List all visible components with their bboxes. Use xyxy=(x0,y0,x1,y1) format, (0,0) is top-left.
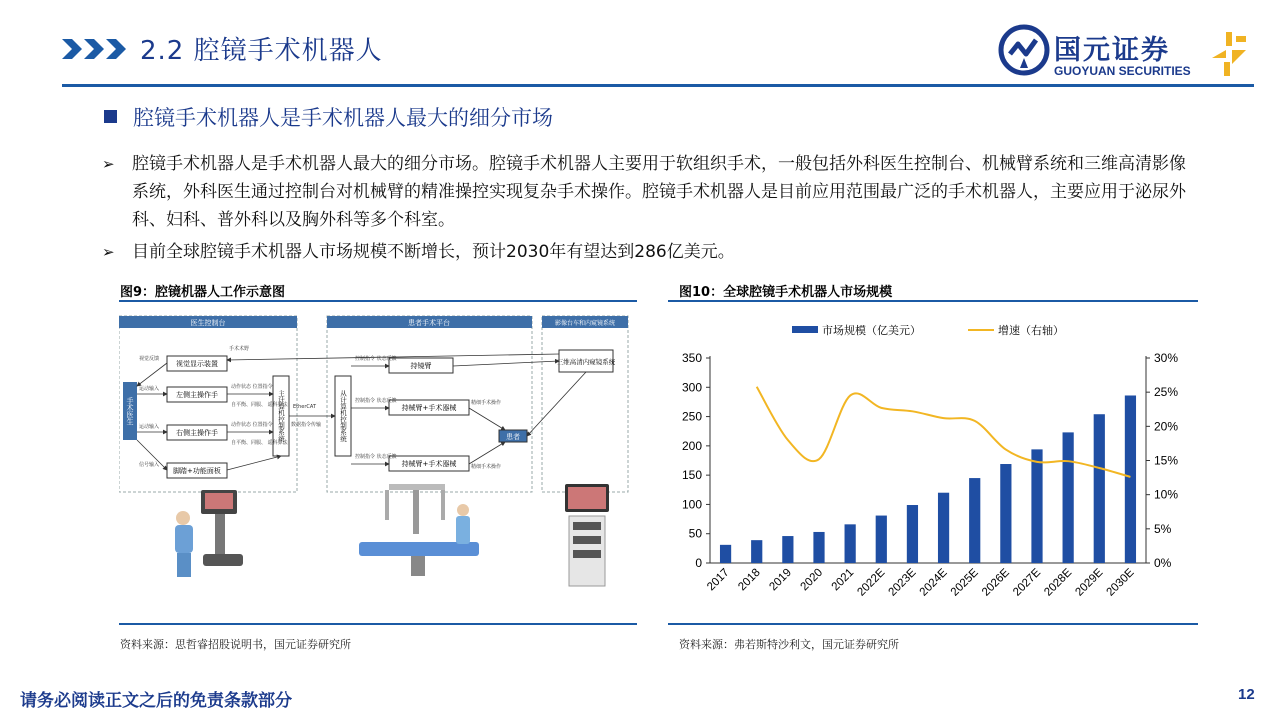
header-rule xyxy=(62,84,1254,87)
figure10-bottom-rule xyxy=(668,623,1198,625)
bar xyxy=(813,532,824,563)
bar xyxy=(876,516,887,563)
footer-disclaimer: 请务必阅读正文之后的免责条款部分 xyxy=(20,691,292,711)
label-ctrl-1: 控制指令 状态反馈 xyxy=(355,356,397,362)
label-ctrl-3: 控制指令 状态反馈 xyxy=(355,454,397,460)
page-title: 2.2 腔镜手术机器人 xyxy=(140,36,383,66)
bar xyxy=(1063,432,1074,563)
robot-workflow-diagram xyxy=(119,304,637,606)
growth-line xyxy=(757,387,1131,477)
imaging-cart-illustration xyxy=(565,484,609,586)
logo-chinese-name: 国元证券 xyxy=(1054,35,1170,66)
slave-computer-label: 从计算机控制系统 xyxy=(339,390,347,442)
gold-star-icon xyxy=(1212,32,1252,76)
connector-pedal-main xyxy=(227,456,281,470)
bar xyxy=(1094,414,1105,563)
surgeon-console-illustration xyxy=(175,490,243,577)
y-left-tick-label: 350 xyxy=(681,351,702,365)
x-tick-label: 2027E xyxy=(1011,566,1044,599)
y-left-tick-label: 150 xyxy=(681,468,702,483)
main-computer-label: 主计算机控制系统 xyxy=(277,390,285,442)
x-tick-label: 2026E xyxy=(979,566,1012,599)
page-header xyxy=(0,0,1280,92)
panel-label-imaging: 影像台车和内窥镜系统 xyxy=(554,320,616,327)
arrow-bullet-icon: ➢ xyxy=(102,155,115,173)
logo-english-name: GUOYUAN SECURITIES xyxy=(1054,64,1191,78)
label-visual-feedback: 视觉反馈 xyxy=(139,356,160,362)
x-tick-label: 2024E xyxy=(917,566,950,599)
label-state-2: 自平衡、同服、 遥科算法 xyxy=(231,402,288,408)
section-heading-text: 腔镜手术机器人是手术机器人最大的细分市场 xyxy=(133,106,553,130)
doctor-label: 手术医生 xyxy=(126,397,134,425)
x-tick-label: 2030E xyxy=(1104,566,1137,599)
label-state-3: 动作状态 位置指令 xyxy=(231,422,273,428)
chevron-arrows-icon xyxy=(62,36,130,62)
bar xyxy=(751,540,762,563)
guoyuan-logo-icon xyxy=(998,24,1050,76)
label-data-cmd: 数据指令传输 xyxy=(291,422,322,428)
bar xyxy=(782,536,793,563)
patient-cart-illustration xyxy=(359,484,479,576)
y-right-tick-label: 25% xyxy=(1154,385,1179,400)
patient-label: 患者 xyxy=(506,433,520,441)
bullet-list xyxy=(100,150,1190,270)
imaging-label: 三维高清内窥镜系统 xyxy=(556,358,616,366)
label-ethercat: EtherCAT xyxy=(293,404,316,410)
square-bullet-icon xyxy=(104,110,117,123)
y-right-tick-label: 20% xyxy=(1154,419,1179,434)
label-state-1: 动作状态 位置指令 xyxy=(231,384,273,390)
label-precise-2: 精细手术操作 xyxy=(471,464,502,470)
x-tick-label: 2020 xyxy=(798,566,826,594)
x-tick-label: 2021 xyxy=(829,566,857,594)
connector-imaging-patient xyxy=(527,372,586,436)
y-right-tick-label: 15% xyxy=(1154,453,1179,468)
label-motion-input2: 运动输入 xyxy=(139,424,160,430)
console-right-label: 右侧主操作手 xyxy=(176,429,218,437)
figure9-source: 资料来源：思哲睿招股说明书，国元证券研究所 xyxy=(120,638,351,651)
connector-arm2-patient xyxy=(469,442,505,464)
x-tick-label: 2022E xyxy=(855,566,888,599)
label-motion-input: 运动输入 xyxy=(139,386,160,392)
page-number: 12 xyxy=(1238,686,1255,703)
y-left-tick-label: 250 xyxy=(681,409,702,424)
x-tick-label: 2029E xyxy=(1073,566,1106,599)
x-tick-label: 2025E xyxy=(948,566,981,599)
bar xyxy=(845,524,856,563)
legend-bar-label: 市场规模（亿美元） xyxy=(822,325,921,337)
console-left-label: 左侧主操作手 xyxy=(176,391,218,399)
connector-visual xyxy=(137,363,167,386)
connector-scope-imaging xyxy=(453,361,559,366)
bar xyxy=(938,493,949,563)
connector-arm1-patient xyxy=(469,408,505,430)
bar xyxy=(1125,395,1136,563)
x-tick-label: 2023E xyxy=(886,566,919,599)
y-right-tick-label: 0% xyxy=(1154,556,1172,570)
legend-line-label: 增速（右轴） xyxy=(998,325,1064,337)
figure10-source: 资料来源：弗若斯特沙利文，国元证券研究所 xyxy=(679,638,899,651)
arm-scope-label: 持镜臂 xyxy=(410,362,432,370)
x-tick-label: 2019 xyxy=(767,566,794,594)
y-left-tick-label: 50 xyxy=(688,526,702,541)
y-left-tick-label: 0 xyxy=(695,556,702,570)
figure9-bottom-rule xyxy=(119,623,637,625)
console-pedal-label: 脚踏+功能面板 xyxy=(173,467,221,475)
figure10-top-rule xyxy=(668,300,1198,302)
figure9-title: 图9：腔镜机器人工作示意图 xyxy=(120,285,286,300)
label-precise-1: 精细手术操作 xyxy=(471,400,502,406)
x-tick-label: 2018 xyxy=(736,566,763,594)
y-right-tick-label: 30% xyxy=(1154,351,1179,365)
bar xyxy=(969,478,980,563)
arrow-bullet-icon: ➢ xyxy=(102,243,115,261)
x-tick-label: 2017 xyxy=(705,566,732,594)
label-signal-input: 信号输入 xyxy=(139,462,160,468)
y-left-tick-label: 300 xyxy=(681,380,702,395)
y-right-tick-label: 10% xyxy=(1154,487,1179,502)
company-logo xyxy=(998,24,1256,80)
y-right-tick-label: 5% xyxy=(1154,521,1172,536)
figure9-top-rule xyxy=(119,300,637,302)
bullet-text: 目前全球腔镜手术机器人市场规模不断增长，预计2030年有望达到286亿美元。 xyxy=(132,242,735,262)
label-ctrl-2: 控制指令 状态反馈 xyxy=(355,398,397,404)
figure10-title: 图10：全球腔镜手术机器人市场规模 xyxy=(679,285,893,300)
arm-instrument2-label: 持械臂+手术器械 xyxy=(401,460,457,468)
legend-bar-swatch xyxy=(792,326,818,333)
x-tick-labels xyxy=(705,566,1137,598)
bullet-item xyxy=(100,238,1190,266)
panel-label-console: 医生控制台 xyxy=(190,319,226,327)
section-heading xyxy=(104,102,553,132)
y-left-tick-label: 200 xyxy=(681,438,702,453)
bar xyxy=(907,505,918,563)
console-display-label: 视觉显示装置 xyxy=(176,360,218,368)
bar xyxy=(1031,449,1042,563)
y-left-tick-label: 100 xyxy=(681,497,702,512)
panel-frame-imaging xyxy=(542,316,628,492)
panel-label-patient: 患者手术平台 xyxy=(408,319,450,327)
growth-line-series xyxy=(757,387,1131,477)
market-size-chart xyxy=(668,304,1198,614)
bar xyxy=(1000,464,1011,563)
label-state-4: 自平衡、同服、 遥科算法 xyxy=(231,440,288,446)
bar-series xyxy=(720,395,1136,563)
bar xyxy=(720,545,731,563)
bullet-text: 腔镜手术机器人是手术机器人最大的细分市场。腔镜手术机器人主要用于软组织手术，一般包括外科医生控制台、机械臂系统和三维高清影像系统，外科医生通过控制台对机械臂的精准操控实现复杂手术操作。腔镜手术机器人是目前应用范围最广泛的手术机器人，主要应用于泌尿外科、妇科、普外科以及胸外科等多个科室。 xyxy=(132,154,1186,230)
x-tick-label: 2028E xyxy=(1042,566,1075,599)
arm-instrument1-label: 持械臂+手术器械 xyxy=(401,404,457,412)
bullet-item xyxy=(100,150,1190,234)
label-surgical-view: 手术术野 xyxy=(229,346,250,352)
